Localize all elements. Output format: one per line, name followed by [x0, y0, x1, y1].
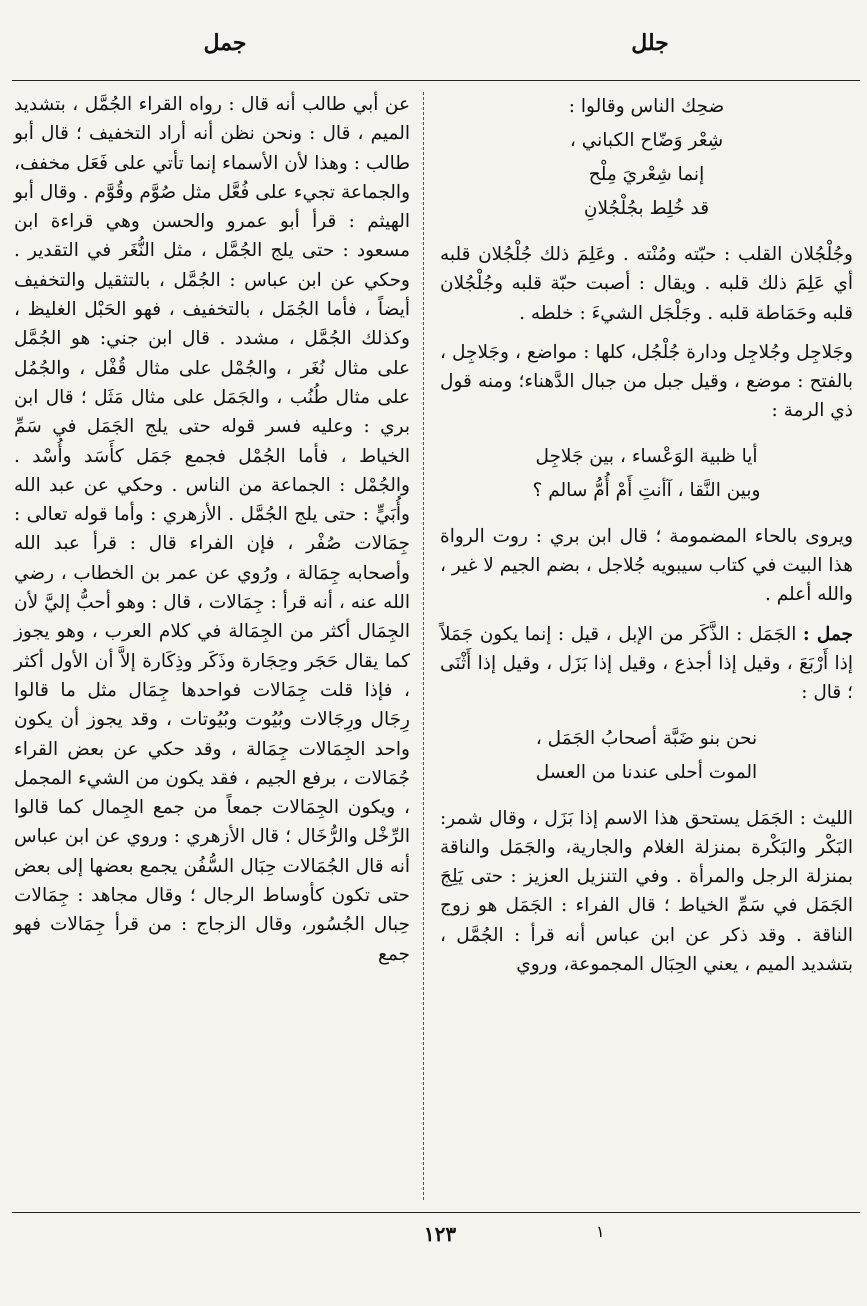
- poem-line: وبين النَّقا ، آأنتِ أَمْ أُمُّ سالم ؟: [532, 479, 761, 501]
- header-right-word: جلل: [631, 30, 669, 56]
- paragraph: الليث : الجَمَل يستحق هذا الاسم إذا بَزَل ، وقال شمر: البَكْر والبَكْرة بمنزلة الغلام والجارية، والجَمَل والناقة بمنزلة الرجل والمرأة . وفي التنزيل العزيز : حتى يَلِجَ الجَمَل في سَمِّ الخياط ؛ قال الفراء : الجَمَل هو زوج الناقة . وقد ذكر عن ابن عباس أنه قرأ : الجُمَّل ، بتشديد الميم ، يعني الحِبَال المجموعة، وروي: [440, 807, 853, 976]
- page-number: ١٢٣: [423, 1222, 457, 1246]
- bottom-rule: [12, 1212, 860, 1213]
- column-divider: [423, 92, 424, 1200]
- poem-line: الموت أحلى عندنا من العسل: [535, 761, 758, 783]
- poem-line: أيا ظبية الوَعْساء ، بين جَلاجِل: [535, 445, 758, 467]
- paragraph: وجُلْجُلان القلب : حبّته ومُنْته . وعَلِمَ ذلك جُلْجُلان قلبه أي عَلِمَ ذلك قلبه . ويقال : أصبت حبّة قلبه وجُلْجُلان قلبه وحَمَاطة قلبه . وجَلْجَل الشيءَ : خلطه .: [440, 244, 853, 324]
- poem-line: إنما شِعْريَ مِلْح: [588, 164, 705, 185]
- poem-line: نحن بنو ضَبَّة أصحابُ الجَمَل ،: [535, 727, 758, 749]
- top-rule: [12, 80, 860, 81]
- poem-line: شِعْر وَضّاح الكباني ،: [569, 130, 724, 151]
- poem-3: [440, 722, 853, 790]
- paragraph: [440, 620, 853, 708]
- entry-text: الجَمَل : الذَّكَر من الإبل ، قيل : إنما يكون جَمَلاً إذا أَرْبَعَ ، وقيل إذا أجذع ، وقيل إذا بَزَل ، وقيل إذا أَثْنَى ؛ قال :: [440, 623, 853, 704]
- paragraph: عن أبي طالب أنه قال : رواه القراء الجُمَّل ، بتشديد الميم ، قال : ونحن نظن أنه أراد التخفيف ؛ قال أبو طالب : وهذا لأن الأسماء إنما تأتي على فَعَل مخفف، والجماعة تجيء على فُعَّل مثل صُوَّم وقُوَّم . وقال أبو الهيثم : قرأ أبو عمرو والحسن وهي قراءة ابن مسعود : حتى يلج الجُمَّل ، مثل النُّغَر في التقدير . وحكي عن ابن عباس : الجُمَّل ، بالتثقيل والتخفيف أيضاً ، فأما الجُمَل ، بالتخفيف ، فهو الحَبْل الغليظ ، وكذلك الجُمَّل ، مشدد . قال ابن جني: هو الجُمَّل على مثال نُغَر ، والجُمْل على مثال قُفْل ، والجُمُل على مثال طُنُب ، والجَمَل على مثال مَثَل ؛ قال ابن بري : وعليه فسر قوله حتى يلج الجَمَل في سَمِّ الخياط ، فأما الجُمْل فجمع جَمَل كأَسَد وأُسْد . والجُمْل : الجماعة من الناس . وحكي عن عبد الله وأُبَيٍّ : حتى يلج الجُمَّل . الأزهري : وأما قوله تعالى : جِمَالات صُفْر ، فإن الفراء قال : قرأ عبد الله وأصحابه جِمَالة ، ورُوي عن عمر بن الخطاب ، رضي الله عنه ، أنه قرأ : جِمَالات ، قال : وهو أحبُّ إليَّ لأن الجِمَال أكثر من الجِمَالة في كلام العرب ، وهو يجوز كما يقال حَجَر وحِجَارة وذَكَر وذِكَارة إلاَّ أن الأول أكثر ، فإذا قلت جِمَالات فواحدها جِمَال مثل ما قالوا رِجَال ورِجَالات وبُيُوت وبُيُوتات ، وقد يجوز أن يكون واحد الجِمَالات جِمَالة ، وقد حكي عن بعض القراء جُمَالات ، برفع الجيم ، فقد يكون من الشيء المجمل ، ويكون الجِمَالات جمعاً من جمع الجِمال كما قالوا الرِّخْل والرُّخَال ؛ قال الأزهري : وروي عن ابن عباس أنه قال الجُمَالات حِبَال السُّفُن يجمع بعضها إلى بعض حتى تكون كأوساط الرجال ؛ وقال مجاهد : جِمَالات حِبال الجُسُور، وقال الزجاج : من قرأ جِمَالات فهو جمع: [14, 94, 410, 965]
- footnote-mark: ١: [596, 1222, 605, 1241]
- poem-line: قد خُلِط بجُلْجُلانِ: [583, 198, 710, 219]
- left-column: [14, 90, 410, 969]
- paragraph: وجَلاجِل وجُلاجِل ودارة جُلْجُل، كلها : مواضع ، وجَلاجِل ، بالفتح : موضع ، وقيل جبل من جبال الدَّهناء؛ ومنه قول ذي الرمة :: [440, 341, 853, 422]
- paragraph: ويروى بالحاء المضمومة ؛ قال ابن بري : روت الرواة هذا البيت في كتاب سيبويه جُلاجل ، بضم الجيم لا غير ، والله أعلم .: [440, 525, 853, 606]
- header-left-word: جمل: [203, 30, 247, 56]
- poem-2: [440, 440, 853, 508]
- poem-1: [440, 90, 853, 226]
- right-column: [440, 90, 853, 979]
- poem-line: ضحِك الناس وقالوا :: [568, 96, 725, 117]
- entry-headword: جمل :: [802, 623, 853, 645]
